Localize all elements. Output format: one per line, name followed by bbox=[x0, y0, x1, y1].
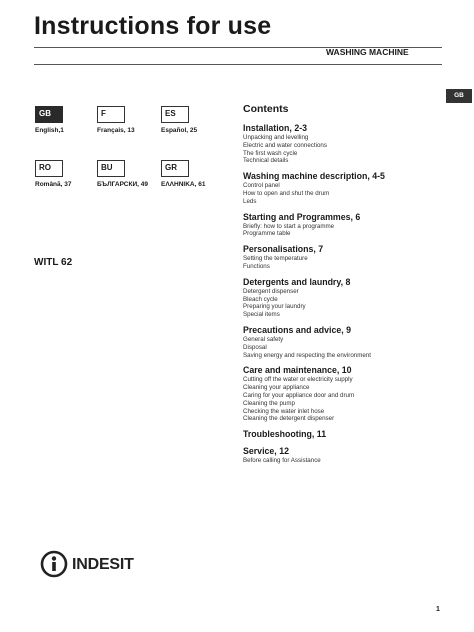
toc-heading[interactable]: Starting and Programmes, 6 bbox=[243, 211, 361, 222]
toc-heading[interactable]: Detergents and laundry, 8 bbox=[243, 276, 351, 287]
language-gr[interactable] bbox=[161, 160, 233, 188]
toc-item[interactable]: Cutting off the water or electricity supply bbox=[243, 376, 353, 384]
toc-item[interactable]: Unpacking and levelling bbox=[243, 134, 309, 141]
toc-item[interactable]: Before calling for Assistance bbox=[243, 457, 321, 465]
toc-item[interactable]: Bleach cycle bbox=[243, 295, 278, 303]
toc-section bbox=[243, 277, 453, 319]
toc-item[interactable]: How to open and shut the drum bbox=[243, 189, 330, 197]
language-bu[interactable] bbox=[97, 160, 169, 188]
table-of-contents bbox=[243, 123, 453, 471]
indesit-logo-icon bbox=[40, 550, 68, 578]
page-number: 1 bbox=[436, 606, 440, 613]
page-title: Instructions for use bbox=[34, 12, 272, 40]
toc-item[interactable]: Cleaning the pump bbox=[243, 399, 295, 407]
subtitle-rule bbox=[34, 64, 442, 65]
toc-item[interactable]: Saving energy and respecting the environment bbox=[243, 351, 371, 359]
toc-heading[interactable]: Troubleshooting, 11 bbox=[243, 429, 327, 440]
language-name: Español, 25 bbox=[161, 127, 198, 134]
toc-section bbox=[243, 446, 453, 465]
toc-heading[interactable]: Washing machine description, 4-5 bbox=[243, 171, 385, 182]
language-name: Français, 13 bbox=[97, 127, 135, 134]
toc-section bbox=[243, 325, 453, 359]
toc-item[interactable]: Special items bbox=[243, 311, 280, 319]
toc-item[interactable]: Briefly: how to start a programme bbox=[243, 222, 335, 230]
language-code: GB bbox=[35, 106, 63, 123]
brand-name: INDESIT bbox=[72, 556, 134, 573]
language-code: BU bbox=[97, 160, 125, 177]
language-tab: GB bbox=[446, 89, 472, 103]
language-name: Românã, 37 bbox=[35, 181, 72, 188]
toc-heading[interactable]: Care and maintenance, 10 bbox=[243, 365, 352, 376]
toc-item[interactable]: Programme table bbox=[243, 230, 291, 238]
toc-item[interactable]: Cleaning the detergent dispenser bbox=[243, 415, 335, 423]
toc-item[interactable]: Electric and water connections bbox=[243, 141, 327, 149]
toc-section bbox=[243, 212, 453, 239]
toc-item[interactable]: Detergent dispenser bbox=[243, 287, 299, 295]
toc-heading[interactable]: Precautions and advice, 9 bbox=[243, 324, 352, 335]
language-es[interactable] bbox=[161, 106, 233, 134]
toc-item[interactable]: Technical details bbox=[243, 157, 289, 165]
language-name: БЪЛГАРСКИ, 49 bbox=[97, 181, 148, 188]
toc-section bbox=[243, 429, 453, 440]
toc-heading[interactable]: Installation, 2-3 bbox=[243, 123, 308, 133]
toc-item[interactable]: Disposal bbox=[243, 343, 267, 351]
language-name: ΕΛΛΗΝΙΚΑ, 61 bbox=[161, 181, 206, 188]
toc-heading[interactable]: Personalisations, 7 bbox=[243, 244, 324, 255]
toc-item[interactable]: The first wash cycle bbox=[243, 149, 298, 157]
toc-item[interactable]: Preparing your laundry bbox=[243, 303, 306, 311]
toc-section bbox=[243, 171, 453, 205]
toc-item[interactable]: Control panel bbox=[243, 182, 280, 190]
contents-title: Contents bbox=[243, 103, 289, 115]
language-name: English,1 bbox=[35, 127, 64, 134]
language-code: ES bbox=[161, 106, 189, 123]
toc-item[interactable]: Functions bbox=[243, 262, 270, 270]
toc-item[interactable]: Caring for your appliance door and drum bbox=[243, 391, 355, 399]
toc-section bbox=[243, 244, 453, 271]
toc-item[interactable]: Checking the water inlet hose bbox=[243, 407, 325, 415]
model-name: WITL 62 bbox=[34, 257, 73, 268]
toc-section bbox=[243, 365, 453, 423]
toc-item[interactable]: Setting the temperature bbox=[243, 255, 308, 263]
language-code: F bbox=[97, 106, 125, 123]
toc-item[interactable]: Leds bbox=[243, 197, 257, 205]
brand-logo bbox=[40, 550, 190, 580]
toc-heading[interactable]: Service, 12 bbox=[243, 446, 289, 457]
product-type: WASHING MACHINE bbox=[326, 47, 409, 57]
toc-item[interactable]: General safety bbox=[243, 335, 284, 343]
language-f[interactable] bbox=[97, 106, 169, 134]
language-code: GR bbox=[161, 160, 189, 177]
toc-section bbox=[243, 123, 453, 165]
toc-item[interactable]: Cleaning your appliance bbox=[243, 384, 310, 392]
language-code: RO bbox=[35, 160, 63, 177]
